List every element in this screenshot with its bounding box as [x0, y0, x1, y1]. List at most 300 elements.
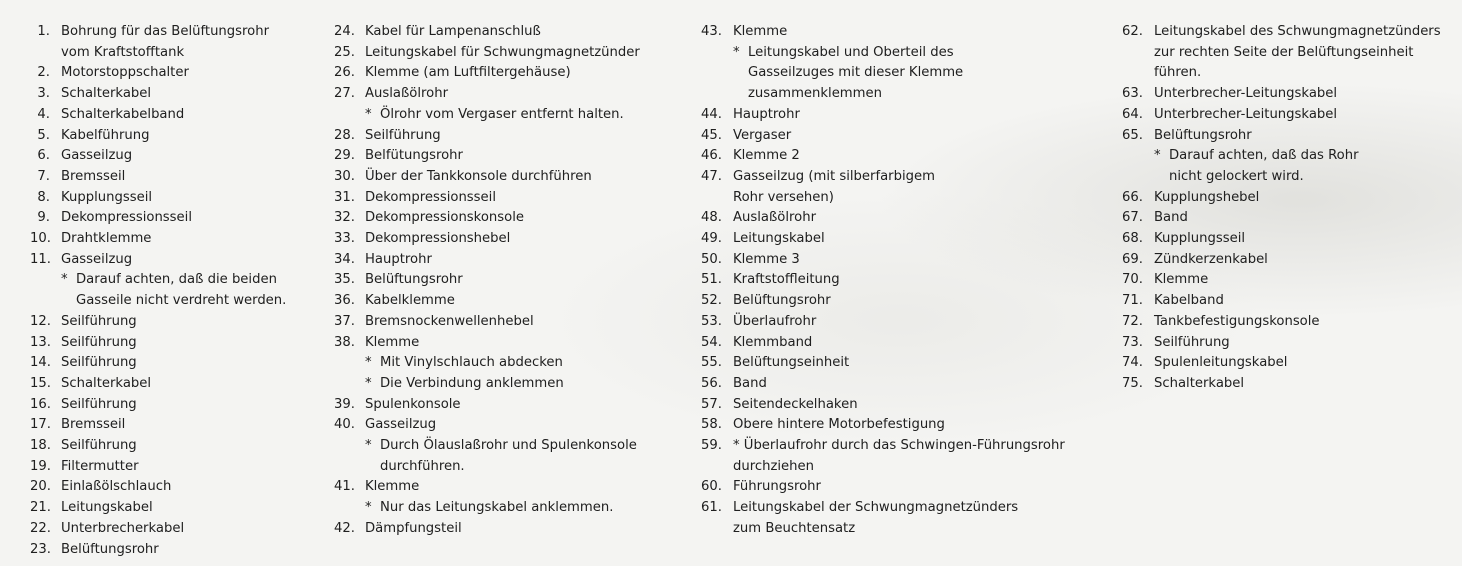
- legend-item: [696, 291, 1065, 312]
- legend-item-number: 69.: [1122, 251, 1143, 267]
- legend-item: [334, 291, 640, 312]
- legend-item-text: Klemme: [733, 24, 788, 39]
- legend-item-number: 51.: [701, 272, 722, 288]
- legend-item: [696, 436, 1065, 477]
- legend-item-row: [334, 477, 640, 498]
- legend-item-row: [30, 146, 286, 167]
- legend-column-3: [696, 22, 1065, 540]
- legend-item-row: [334, 519, 640, 540]
- legend-item-text: Bremsseil: [61, 168, 126, 184]
- legend-item-number: 23.: [30, 541, 51, 557]
- legend-item: [30, 519, 286, 540]
- legend-item-number: 19.: [30, 458, 51, 474]
- legend-item: [30, 208, 286, 229]
- legend-item: [334, 208, 640, 229]
- legend-item: [334, 126, 640, 147]
- legend-item: [696, 270, 1065, 291]
- legend-item-text: Unterbrecher-Leitungskabel: [1154, 106, 1338, 122]
- legend-item-text: Schalterkabel: [61, 375, 152, 391]
- legend-item-text: Kupplungsseil: [1154, 231, 1246, 247]
- legend-item-text: Seilführung: [61, 438, 137, 454]
- legend-item-number: 38.: [334, 334, 355, 350]
- legend-item-text: Dekompressionsseil: [61, 210, 192, 226]
- legend-item: [696, 477, 1065, 498]
- legend-item-text: Bremsnockenwellenhebel: [365, 313, 534, 329]
- legend-item-text: Über der Tankkonsole durchführen: [365, 168, 592, 184]
- legend-item-number: 21.: [30, 500, 51, 516]
- legend-item-row: [696, 353, 1065, 374]
- legend-item: [334, 395, 640, 416]
- legend-item-number: 75.: [1122, 375, 1143, 391]
- note-asterisk: *: [733, 44, 740, 60]
- legend-item-text: Unterbrecher-Leitungskabel: [1154, 86, 1338, 102]
- legend-item: [30, 229, 286, 250]
- legend-item-text: Gasseilzug: [365, 417, 437, 433]
- legend-item-number: 16.: [30, 396, 51, 412]
- legend-item: [30, 353, 286, 374]
- legend-item: [30, 498, 286, 519]
- legend-item: [1117, 105, 1441, 126]
- legend-item-row: [30, 333, 286, 354]
- legend-item-row: [334, 415, 640, 436]
- note-asterisk: *: [1154, 148, 1161, 164]
- note-asterisk: *: [365, 500, 372, 516]
- legend-item: [30, 395, 286, 416]
- legend-item-number: 46.: [701, 148, 722, 164]
- legend-item-row: [696, 312, 1065, 333]
- legend-item-text: Klemme (am Luftfiltergehäuse): [365, 65, 571, 81]
- legend-item-text: Führungsrohr: [733, 479, 821, 495]
- legend-note: [1117, 146, 1441, 167]
- legend-column-4: [1117, 22, 1441, 395]
- legend-item-number: 28.: [334, 127, 355, 143]
- legend-item-number: 53.: [701, 313, 722, 329]
- legend-item-number: 22.: [30, 520, 51, 536]
- legend-item-row: [30, 167, 286, 188]
- legend-item-text: Kupplungsseil: [61, 189, 153, 205]
- legend-item-row: [30, 312, 286, 333]
- legend-item-text: Gasseilzug: [61, 251, 133, 267]
- legend-item: [30, 250, 286, 312]
- legend-item-row: [334, 250, 640, 271]
- legend-item-continuation: führen.: [1154, 65, 1202, 81]
- legend-item: [1117, 333, 1441, 354]
- legend-item-number: 67.: [1122, 210, 1143, 226]
- legend-item-row: [334, 63, 640, 84]
- legend-note: [696, 43, 1065, 64]
- legend-item-number: 45.: [701, 127, 722, 143]
- legend-item: [30, 188, 286, 209]
- note-asterisk: *: [365, 375, 372, 391]
- legend-item-number: 31.: [334, 189, 355, 205]
- legend-item-text: Seitendeckelhaken: [733, 396, 858, 412]
- legend-item-row: [696, 146, 1065, 167]
- legend-item: [1117, 208, 1441, 229]
- legend-item: [30, 436, 286, 457]
- legend-item-number: 15.: [30, 375, 51, 391]
- legend-item-row: [334, 333, 640, 354]
- legend-item-row: [696, 333, 1065, 354]
- legend-item-row: [30, 436, 286, 457]
- legend-item: [696, 208, 1065, 229]
- legend-item-number: 71.: [1122, 293, 1143, 309]
- legend-item-row: [696, 291, 1065, 312]
- legend-item-continuation: zum Beuchtensatz: [733, 520, 856, 536]
- legend-item: [30, 167, 286, 188]
- legend-item-number: 62.: [1122, 24, 1143, 39]
- legend-item-text: Kabel für Lampenanschluß: [365, 24, 541, 39]
- legend-item-row: [334, 167, 640, 188]
- legend-item-text: Klemme: [365, 334, 420, 350]
- legend-note-text: Leitungskabel und Oberteil des: [748, 44, 954, 60]
- legend-item-row: [30, 63, 286, 84]
- legend-item-text: Kraftstoffleitung: [733, 272, 840, 288]
- legend-item-row: [696, 105, 1065, 126]
- legend-item-text: Klemme: [1154, 272, 1209, 288]
- note-asterisk: *: [61, 272, 68, 288]
- legend-item-number: 58.: [701, 417, 722, 433]
- legend-item-row: [30, 540, 286, 561]
- legend-item-number: 8.: [37, 189, 50, 205]
- legend-item-number: 43.: [701, 24, 722, 39]
- legend-item-row: [1117, 229, 1441, 250]
- legend-item-text: Belfütungsrohr: [365, 148, 463, 164]
- legend-note-text: Nur das Leitungskabel anklemmen.: [380, 500, 614, 516]
- legend-item: [30, 22, 286, 63]
- legend-item-text: Vergaser: [733, 127, 792, 143]
- legend-item-text: Filtermutter: [61, 458, 139, 474]
- legend-item-row: [696, 22, 1065, 43]
- legend-item-number: 56.: [701, 375, 722, 391]
- legend-item-row: [696, 167, 1065, 188]
- legend-item: [334, 43, 640, 64]
- legend-item-number: 44.: [701, 106, 722, 122]
- legend-item-row: [334, 146, 640, 167]
- legend-item-number: 42.: [334, 520, 355, 536]
- legend-item: [334, 519, 640, 540]
- legend-item: [1117, 270, 1441, 291]
- legend-item-number: 57.: [701, 396, 722, 412]
- legend-item: [30, 477, 286, 498]
- legend-item-row: [30, 250, 286, 271]
- legend-item-row: [696, 208, 1065, 229]
- legend-item: [1117, 374, 1441, 395]
- legend-note: [30, 270, 286, 291]
- legend-item-number: 59.: [701, 438, 722, 454]
- legend-item-number: 10.: [30, 231, 51, 247]
- legend-item: [696, 167, 1065, 208]
- legend-item-text: Schalterkabel: [61, 86, 152, 102]
- legend-item-text: Drahtklemme: [61, 231, 152, 247]
- legend-item-number: 11.: [30, 251, 51, 267]
- legend-item-row: [30, 126, 286, 147]
- legend-note-continuation: durchführen.: [380, 458, 465, 474]
- legend-item-text: Schalterkabel: [1154, 375, 1245, 391]
- legend-item: [696, 415, 1065, 436]
- legend-note-text: Darauf achten, daß das Rohr: [1169, 148, 1359, 164]
- legend-note-text: Mit Vinylschlauch abdecken: [380, 355, 563, 371]
- legend-item-row: [696, 126, 1065, 147]
- legend-item-row: [1117, 188, 1441, 209]
- legend-item-number: 61.: [701, 500, 722, 516]
- legend-item-number: 5.: [37, 127, 50, 143]
- legend-item: [1117, 312, 1441, 333]
- note-asterisk: *: [365, 438, 372, 454]
- legend-item-number: 60.: [701, 479, 722, 495]
- legend-item-text: Seilführung: [1154, 334, 1230, 350]
- legend-item: [30, 126, 286, 147]
- legend-item-text: Kabelklemme: [365, 293, 455, 309]
- note-asterisk: *: [365, 355, 372, 371]
- legend-item: [696, 498, 1065, 539]
- legend-item-text: Gasseilzug: [61, 148, 133, 164]
- legend-item-text: Leitungskabel: [733, 231, 825, 247]
- legend-item: [334, 477, 640, 518]
- legend-item: [30, 63, 286, 84]
- legend-item: [1117, 22, 1441, 84]
- legend-item-text: Tankbefestigungskonsole: [1154, 313, 1320, 329]
- legend-item-number: 49.: [701, 231, 722, 247]
- legend-item: [30, 312, 286, 333]
- legend-item-row: [30, 208, 286, 229]
- legend-item: [696, 22, 1065, 105]
- legend-item-text: Seilführung: [61, 334, 137, 350]
- legend-item: [1117, 353, 1441, 374]
- legend-item-continuation: zur rechten Seite der Belüftungseinheit: [1154, 44, 1414, 60]
- legend-item: [696, 312, 1065, 333]
- legend-item: [30, 415, 286, 436]
- legend-item-text: Hauptrohr: [365, 251, 432, 267]
- legend-item-number: 37.: [334, 313, 355, 329]
- legend-item: [30, 146, 286, 167]
- legend-item-text: Belüftungsrohr: [733, 293, 831, 309]
- legend-item-continuation: Rohr versehen): [733, 189, 834, 205]
- legend-item-text: Kabelband: [1154, 293, 1224, 309]
- legend-item: [30, 374, 286, 395]
- legend-item-number: 70.: [1122, 272, 1143, 288]
- legend-item-row: [30, 84, 286, 105]
- legend-item: [1117, 84, 1441, 105]
- legend-item-number: 30.: [334, 168, 355, 184]
- legend-item-text: Kabelführung: [61, 127, 150, 143]
- legend-item-row: [1117, 333, 1441, 354]
- legend-column-2: [334, 22, 640, 540]
- legend-item-text: Seilführung: [61, 313, 137, 329]
- legend-item-row: [1117, 353, 1441, 374]
- legend-note: [334, 436, 640, 457]
- legend-item-number: 63.: [1122, 86, 1143, 102]
- legend-item-text: Überlaufrohr: [733, 313, 817, 329]
- legend-item: [334, 167, 640, 188]
- legend-item-row: [334, 43, 640, 64]
- legend-note-text: Die Verbindung anklemmen: [380, 375, 564, 391]
- legend-item-number: 40.: [334, 417, 355, 433]
- legend-item: [1117, 291, 1441, 312]
- legend-item: [1117, 126, 1441, 188]
- legend-item-row: [30, 22, 286, 43]
- legend-item-number: 17.: [30, 417, 51, 433]
- legend-item-row: [334, 291, 640, 312]
- legend-item-text: Klemme: [365, 479, 420, 495]
- legend-item-text: Leitungskabel: [61, 500, 153, 516]
- legend-item: [696, 374, 1065, 395]
- legend-item-number: 12.: [30, 313, 51, 329]
- legend-item-number: 6.: [37, 148, 50, 164]
- legend-item: [334, 63, 640, 84]
- legend-item-number: 26.: [334, 65, 355, 81]
- legend-item-text: Kupplungshebel: [1154, 189, 1260, 205]
- legend-item-text: Seilführung: [61, 396, 137, 412]
- legend-item-text: * Überlaufrohr durch das Schwingen-Führungsrohr: [733, 438, 1065, 454]
- legend-item-number: 65.: [1122, 127, 1143, 143]
- legend-item-number: 32.: [334, 210, 355, 226]
- legend-note-text: Darauf achten, daß die beiden: [76, 272, 277, 288]
- legend-item-row: [696, 415, 1065, 436]
- legend-item-number: 47.: [701, 168, 722, 184]
- legend-item-text: Unterbrecherkabel: [61, 520, 185, 536]
- legend-item-text: Bohrung für das Belüftungsrohr: [61, 24, 270, 39]
- legend-item-row: [1117, 126, 1441, 147]
- legend-item-number: 13.: [30, 334, 51, 350]
- legend-item-row: [1117, 270, 1441, 291]
- legend-item: [1117, 250, 1441, 271]
- legend-item-row: [334, 22, 640, 43]
- legend-item-row: [1117, 84, 1441, 105]
- legend-item: [696, 353, 1065, 374]
- legend-item-row: [30, 374, 286, 395]
- legend-item: [334, 146, 640, 167]
- legend-item-number: 2.: [37, 65, 50, 81]
- legend-item: [334, 22, 640, 43]
- legend-item-row: [334, 229, 640, 250]
- legend-item-row: [30, 353, 286, 374]
- legend-note-text: Ölrohr vom Vergaser entfernt halten.: [380, 106, 624, 122]
- legend-item-row: [1117, 291, 1441, 312]
- legend-item-text: Einlaßölschlauch: [61, 479, 172, 495]
- legend-item-row: [30, 395, 286, 416]
- legend-item-number: 27.: [334, 86, 355, 102]
- legend-item: [696, 146, 1065, 167]
- legend-item: [696, 229, 1065, 250]
- legend-item: [30, 84, 286, 105]
- legend-item-number: 20.: [30, 479, 51, 495]
- legend-item: [334, 188, 640, 209]
- legend-column-1: [30, 22, 286, 560]
- legend-note: [334, 498, 640, 519]
- legend-item: [334, 250, 640, 271]
- legend-item-text: Dekompressionshebel: [365, 231, 511, 247]
- legend-item-number: 41.: [334, 479, 355, 495]
- legend-item-number: 73.: [1122, 334, 1143, 350]
- legend-item-text: Belüftungseinheit: [733, 355, 850, 371]
- legend-item-text: Leitungskabel des Schwungmagnetzünders: [1154, 24, 1441, 39]
- legend-item-row: [696, 270, 1065, 291]
- legend-item-text: Dekompressionskonsole: [365, 210, 524, 226]
- legend-item-text: Klemme 2: [733, 148, 800, 164]
- legend-item: [1117, 229, 1441, 250]
- legend-item: [334, 333, 640, 395]
- legend-note-continuation: zusammenklemmen: [748, 86, 882, 102]
- legend-item-number: 33.: [334, 231, 355, 247]
- legend-item: [1117, 188, 1441, 209]
- legend-item-text: Spulenkonsole: [365, 396, 461, 412]
- legend-item-number: 29.: [334, 148, 355, 164]
- legend-item-row: [1117, 208, 1441, 229]
- legend-item-text: Schalterkabelband: [61, 106, 185, 122]
- legend-item-number: 68.: [1122, 231, 1143, 247]
- legend-item: [696, 105, 1065, 126]
- legend-item-number: 18.: [30, 438, 51, 454]
- legend-item-number: 3.: [37, 86, 50, 102]
- legend-item-row: [1117, 105, 1441, 126]
- legend-item: [334, 312, 640, 333]
- legend-item: [334, 229, 640, 250]
- note-asterisk: *: [365, 106, 372, 122]
- legend-item: [334, 84, 640, 125]
- legend-item-text: Klemme 3: [733, 251, 800, 267]
- legend-item-row: [696, 477, 1065, 498]
- legend-item: [30, 333, 286, 354]
- legend-item-number: 4.: [37, 106, 50, 122]
- legend-note-continuation: Gasseile nicht verdreht werden.: [76, 293, 287, 309]
- legend-item-row: [334, 270, 640, 291]
- legend-note: [334, 353, 640, 374]
- legend-item-row: [696, 498, 1065, 519]
- legend-item-row: [30, 188, 286, 209]
- legend-item-continuation: vom Kraftstofftank: [61, 44, 185, 60]
- legend-item-number: 7.: [37, 168, 50, 184]
- legend-item-number: 74.: [1122, 355, 1143, 371]
- legend-item: [696, 250, 1065, 271]
- legend-note: [334, 374, 640, 395]
- legend-note-continuation: Gasseilzuges mit dieser Klemme: [748, 65, 964, 81]
- legend-item-text: Auslaßölrohr: [365, 86, 449, 102]
- legend-note-text: Durch Ölauslaßrohr und Spulenkonsole: [380, 438, 637, 454]
- legend-item-text: Dekompressionsseil: [365, 189, 496, 205]
- legend-item-number: 72.: [1122, 313, 1143, 329]
- legend-item-number: 9.: [37, 210, 50, 226]
- legend-item: [334, 270, 640, 291]
- legend-item-text: Hauptrohr: [733, 106, 800, 122]
- legend-item-text: Bremsseil: [61, 417, 126, 433]
- legend-item-text: Obere hintere Motorbefestigung: [733, 417, 945, 433]
- legend-item-number: 36.: [334, 293, 355, 309]
- legend-item-row: [334, 312, 640, 333]
- legend-item-number: 66.: [1122, 189, 1143, 205]
- legend-item-number: 1.: [37, 24, 50, 39]
- legend-item-row: [334, 395, 640, 416]
- legend-item: [696, 395, 1065, 416]
- legend-item-text: Leitungskabel der Schwungmagnetzünders: [733, 500, 1019, 516]
- legend-item: [696, 126, 1065, 147]
- legend-item-row: [334, 208, 640, 229]
- legend-item-row: [30, 498, 286, 519]
- legend-item-row: [30, 415, 286, 436]
- legend-item-row: [1117, 374, 1441, 395]
- legend-item-row: [30, 105, 286, 126]
- legend-item-number: 48.: [701, 210, 722, 226]
- legend-item-text: Gasseilzug (mit silberfarbigem: [733, 168, 935, 184]
- legend-item-text: Motorstoppschalter: [61, 65, 189, 81]
- legend-item-text: Zündkerzenkabel: [1154, 251, 1268, 267]
- legend-item-number: 34.: [334, 251, 355, 267]
- legend-item-row: [30, 519, 286, 540]
- legend-item-text: Spulenleitungskabel: [1154, 355, 1288, 371]
- legend-item-text: Klemmband: [733, 334, 813, 350]
- legend-item-row: [696, 395, 1065, 416]
- legend-item-row: [30, 457, 286, 478]
- legend-item-text: Dämpfungsteil: [365, 520, 462, 536]
